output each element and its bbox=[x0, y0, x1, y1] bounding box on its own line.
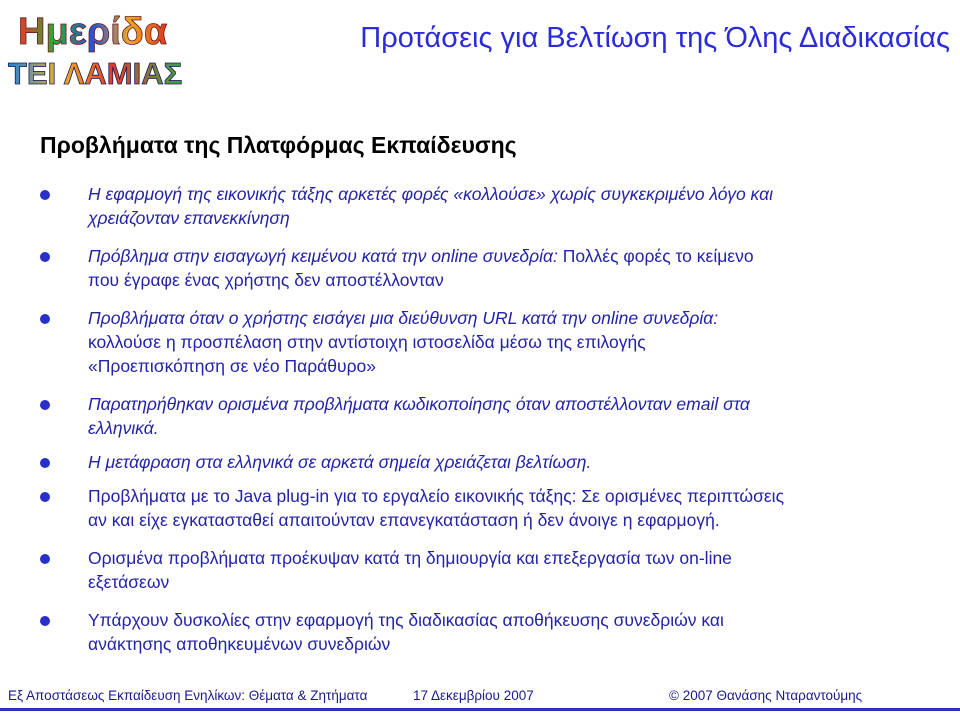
bullet-text-segment: Προβλήματα όταν ο χρήστης εισάγει μια διεύθυνση URL κατά την online συνεδρία: bbox=[88, 308, 719, 328]
footer-copyright: © 2007 Θανάσης Νταραντούμης bbox=[669, 688, 863, 703]
logo-graphic bbox=[4, 4, 254, 88]
bullet-item bbox=[40, 608, 940, 656]
bullet-text-segment: Πρόβλημα στην εισαγωγή κειμένου κατά την online συνεδρία: bbox=[88, 246, 563, 266]
bullet-text bbox=[88, 306, 940, 378]
bullet-line bbox=[88, 484, 940, 508]
bullet-text-segment: Η μετάφραση στα ελληνικά σε αρκετά σημεία χρειάζεται βελτίωση. bbox=[88, 452, 592, 472]
bullet-dot-icon bbox=[40, 252, 50, 262]
bullet-item bbox=[40, 392, 940, 440]
bullet-line bbox=[88, 306, 940, 330]
footer-event-title: Εξ Αποστάσεως Εκπαίδευση Ενηλίκων: Θέματα & Ζητήματα bbox=[8, 688, 368, 703]
bullet-text-segment: αν και είχε εγκατασταθεί απαιτούνταν επανεγκατάσταση ή δεν άνοιγε η εφαρμογή. bbox=[88, 510, 720, 530]
bullet-text-segment: Παρατηρήθηκαν ορισμένα προβλήματα κωδικοποίησης όταν αποστέλλονταν email στα bbox=[88, 394, 750, 414]
bullet-text-segment: Η εφαρμογή της εικονικής τάξης αρκετές φορές «κολλούσε» χωρίς συγκεκριμένο λόγο και bbox=[88, 184, 773, 204]
bullet-line bbox=[88, 570, 940, 594]
bullet-dot-icon bbox=[40, 190, 50, 200]
footer-date: 17 Δεκεμβρίου 2007 bbox=[413, 688, 534, 703]
logo-line1: Ημερίδα bbox=[18, 11, 168, 53]
bullet-dot-icon bbox=[40, 400, 50, 410]
bullet-text bbox=[88, 450, 940, 474]
bullet-text bbox=[88, 608, 940, 656]
bullet-text bbox=[88, 392, 940, 440]
bullet-text bbox=[88, 484, 940, 532]
bullet-line bbox=[88, 330, 940, 354]
bullet-dot-icon bbox=[40, 492, 50, 502]
bullet-line bbox=[88, 354, 940, 378]
footer bbox=[0, 686, 960, 706]
bullet-item bbox=[40, 182, 940, 230]
bullet-text-segment: Ορισμένα προβλήματα προέκυψαν κατά τη δημιουργία και επεξεργασία των on-line bbox=[88, 548, 732, 568]
bullet-line bbox=[88, 608, 940, 632]
bullet-line bbox=[88, 392, 940, 416]
bullet-text-segment: εξετάσεων bbox=[88, 572, 170, 592]
bullet-item bbox=[40, 306, 940, 378]
bullet-line bbox=[88, 244, 940, 268]
logo bbox=[4, 4, 254, 88]
bullet-text-segment: Πολλές φορές το κείμενο bbox=[562, 246, 754, 266]
bullet-line bbox=[88, 632, 940, 656]
bullet-line bbox=[88, 450, 940, 474]
bullet-line bbox=[88, 182, 940, 206]
bullet-dot-icon bbox=[40, 458, 50, 468]
bullet-text-segment: Προβλήματα με το Java plug-in για το εργαλείο εικονικής τάξης: Σε ορισμένες περιπτώσεις bbox=[88, 486, 785, 506]
bullet-item bbox=[40, 244, 940, 292]
section-heading: Προβλήματα της Πλατφόρμας Εκπαίδευσης bbox=[40, 132, 517, 158]
logo-line2: ΤΕΙ ΛΑΜΙΑΣ bbox=[8, 56, 183, 88]
bullet-dot-icon bbox=[40, 616, 50, 626]
bullet-dot-icon bbox=[40, 314, 50, 324]
bullet-text-segment: ανάκτησης αποθηκευμένων συνεδριών bbox=[88, 634, 391, 654]
bullet-text bbox=[88, 182, 940, 230]
bullet-text bbox=[88, 244, 940, 292]
bullet-text-segment: που έγραφε ένας χρήστης δεν αποστέλλονταν bbox=[88, 270, 444, 290]
bullet-text-segment: Υπάρχουν δυσκολίες στην εφαρμογή της διαδικασίας αποθήκευσης συνεδριών και bbox=[88, 610, 724, 630]
footer-divider bbox=[0, 708, 960, 711]
bullet-line bbox=[88, 268, 940, 292]
bullet-item bbox=[40, 546, 940, 594]
bullet-dot-icon bbox=[40, 554, 50, 564]
bullet-line bbox=[88, 206, 940, 230]
bullet-text-segment: χρειάζονταν επανεκκίνηση bbox=[88, 208, 290, 228]
bullet-list bbox=[40, 182, 940, 656]
bullet-item bbox=[40, 450, 940, 474]
bullet-item bbox=[40, 484, 940, 532]
bullet-text-segment: ελληνικά. bbox=[88, 418, 159, 438]
bullet-line bbox=[88, 546, 940, 570]
bullet-text-segment: κολλούσε η προσπέλαση στην αντίστοιχη ιστοσελίδα μέσω της επιλογής bbox=[88, 332, 646, 352]
bullet-line bbox=[88, 508, 940, 532]
slide-title: Προτάσεις για Βελτίωση της Όλης Διαδικασίας bbox=[360, 22, 950, 54]
bullet-text bbox=[88, 546, 940, 594]
bullet-line bbox=[88, 416, 940, 440]
bullet-text-segment: «Προεπισκόπηση σε νέο Παράθυρο» bbox=[88, 356, 377, 376]
